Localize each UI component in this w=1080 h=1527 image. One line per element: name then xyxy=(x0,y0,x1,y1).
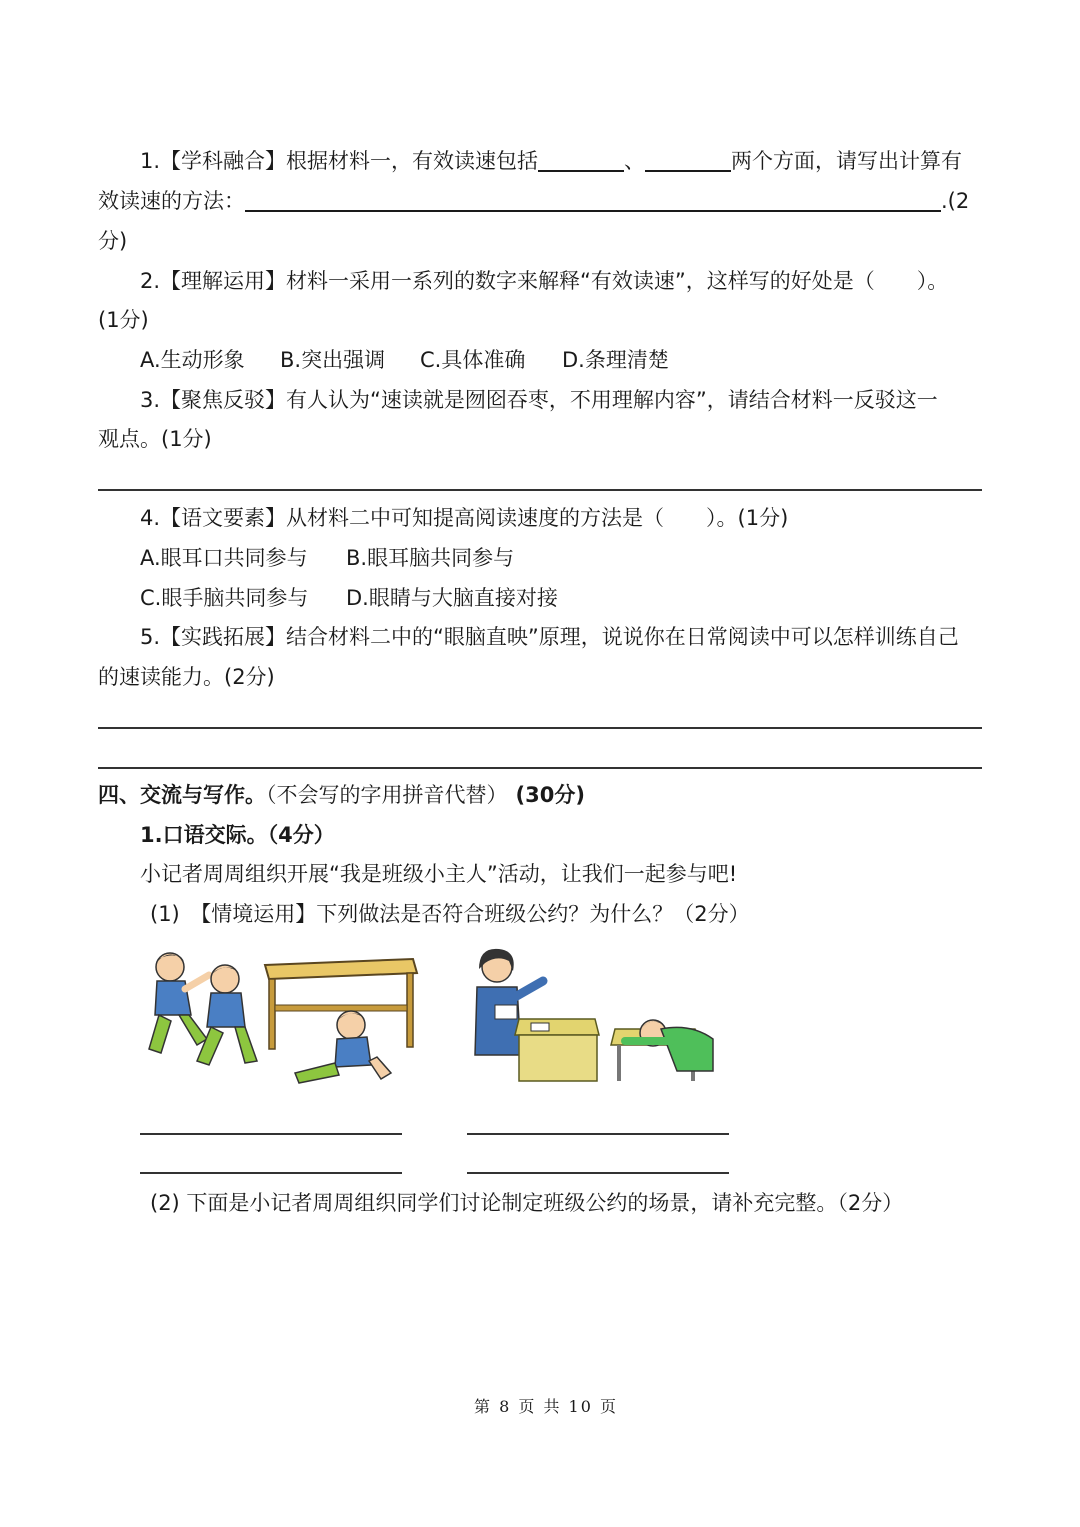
q5-line2: 的速读能力。(2分) xyxy=(98,665,275,689)
q5-line1: 5.【实践拓展】结合材料二中的“眼脑直映”原理，说说你在日常阅读中可以怎样训练自己 xyxy=(140,625,959,649)
answer-blank[interactable] xyxy=(245,188,941,212)
answer-line[interactable] xyxy=(140,1172,402,1174)
answer-blank[interactable] xyxy=(645,148,731,172)
section4-note: （不会写的字用拼音代替） xyxy=(266,783,508,807)
q2-option-b: B.突出强调 xyxy=(280,348,386,372)
oral-score: （4分） xyxy=(267,823,335,847)
oral-heading xyxy=(140,820,335,850)
q2-option-a: A.生动形象 xyxy=(140,348,245,372)
section4-score: (30分) xyxy=(515,783,585,807)
q1-line3: 分) xyxy=(98,229,128,253)
q4-option-a: A.眼耳口共同参与 xyxy=(140,546,308,570)
q1-text-end: 两个方面，请写出计算有 xyxy=(731,149,963,173)
answer-line[interactable] xyxy=(98,727,982,729)
illustration-pushing-students xyxy=(145,945,420,1085)
page-footer: 第 8 页 共 10 页 xyxy=(474,1397,618,1416)
q1-line2 xyxy=(98,186,969,216)
q3-line1: 3.【聚焦反驳】有人认为“速读就是囫囵吞枣，不用理解内容”，请结合材料一反驳这一 xyxy=(140,388,938,412)
q1-text-start: 1.【学科融合】根据材料一，有效读速包括 xyxy=(140,149,539,173)
answer-line[interactable] xyxy=(467,1133,729,1135)
q4-line1: 4.【语文要素】从材料二中可知提高阅读速度的方法是（ ）。(1分) xyxy=(140,506,789,530)
q2-option-d: D.条理清楚 xyxy=(562,348,669,372)
q2-line2: (1分) xyxy=(98,308,149,332)
answer-line[interactable] xyxy=(98,489,982,491)
q1-separator: 、 xyxy=(624,149,646,173)
answer-line[interactable] xyxy=(140,1133,402,1135)
q1-line1 xyxy=(140,146,962,176)
teacher-desk xyxy=(515,1019,599,1081)
answer-line[interactable] xyxy=(98,767,982,769)
oral-title: 1.口语交际。 xyxy=(140,823,268,847)
answer-blank[interactable] xyxy=(538,148,624,172)
q1-line2-end: .(2 xyxy=(941,189,970,213)
oral-sub1: (1) 【情境运用】下列做法是否符合班级公约？为什么？（2分） xyxy=(150,902,750,926)
boy-fallen xyxy=(295,1011,391,1083)
boy-pushing xyxy=(149,953,209,1053)
q4-option-b: B.眼耳脑共同参与 xyxy=(346,546,515,570)
q1-line2-start: 效读速的方法： xyxy=(98,189,245,213)
q4-option-d: D.眼睛与大脑直接对接 xyxy=(346,586,558,610)
q3-line2: 观点。(1分) xyxy=(98,427,212,451)
q2-line1: 2.【理解运用】材料一采用一系列的数字来解释“有效读速”，这样写的好处是（ ）。 xyxy=(140,269,949,293)
section4-heading xyxy=(98,780,585,810)
q2-option-c: C.具体准确 xyxy=(420,348,526,372)
q4-option-c: C.眼手脑共同参与 xyxy=(140,586,309,610)
illustration-teacher-sleeping-student xyxy=(465,945,725,1085)
answer-line[interactable] xyxy=(467,1172,729,1174)
oral-intro: 小记者周周组织开展“我是班级小主人”活动，让我们一起参与吧! xyxy=(140,862,738,886)
section4-title: 四、交流与写作。 xyxy=(98,783,266,807)
oral-sub2: (2) 下面是小记者周周组织同学们讨论制定班级公约的场景，请补充完整。（2分） xyxy=(150,1191,904,1215)
